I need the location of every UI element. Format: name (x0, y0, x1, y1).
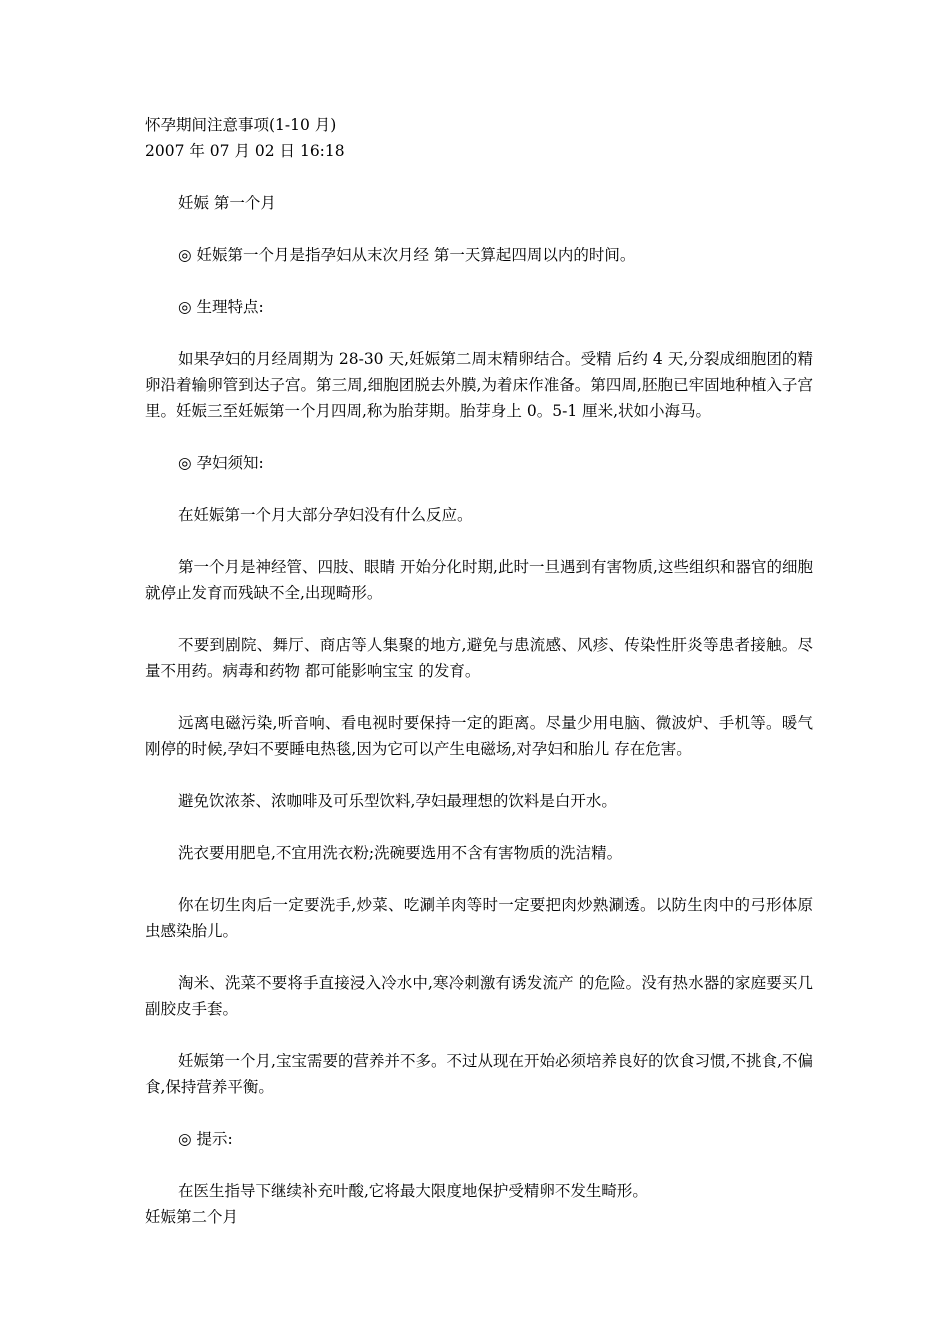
document-title: 怀孕期间注意事项(1-10 月) (145, 116, 337, 134)
notice-paragraph-3: 不要到剧院、舞厅、商店等人集聚的地方,避免与患流感、风疹、传染性肝炎等患者接触。尽量不用药。病毒和药物 都可能影响宝宝 的发育。 (145, 636, 813, 680)
physiology-heading: ◎ 生理特点: (178, 298, 264, 316)
next-month-heading: 妊娠第二个月 (145, 1208, 239, 1226)
tip-heading: ◎ 提示: (178, 1130, 233, 1148)
notice-paragraph-7: 你在切生肉后一定要洗手,炒菜、吃涮羊肉等时一定要把肉炒熟涮透。以防生肉中的弓形体原虫感染胎儿。 (145, 896, 813, 940)
notice-paragraph-4: 远离电磁污染,听音响、看电视时要保持一定的距离。尽量少用电脑、微波炉、手机等。暖气刚停的时候,孕妇不要睡电热毯,因为它可以产生电磁场,对孕妇和胎儿 存在危害。 (145, 714, 813, 758)
notice-paragraph-2: 第一个月是神经管、四肢、眼睛 开始分化时期,此时一旦遇到有害物质,这些组织和器官的细胞就停止发育而残缺不全,出现畸形。 (145, 558, 813, 602)
definition-bullet: ◎ 妊娠第一个月是指孕妇从末次月经 第一天算起四周以内的时间。 (178, 246, 636, 264)
tip-paragraph: 在医生指导下继续补充叶酸,它将最大限度地保护受精卵不发生畸形。 (178, 1182, 648, 1200)
month-heading: 妊娠 第一个月 (178, 194, 276, 212)
notice-heading: ◎ 孕妇须知: (178, 454, 264, 472)
notice-paragraph-9: 妊娠第一个月,宝宝需要的营养并不多。不过从现在开始必须培养良好的饮食习惯,不挑食,不偏食,保持营养平衡。 (145, 1052, 813, 1096)
notice-paragraph-5: 避免饮浓茶、浓咖啡及可乐型饮料,孕妇最理想的饮料是白开水。 (178, 792, 617, 810)
document-page (145, 112, 813, 1230)
notice-paragraph-8: 淘米、洗菜不要将手直接浸入冷水中,寒冷刺激有诱发流产 的危险。没有热水器的家庭要买几副胶皮手套。 (145, 974, 813, 1018)
notice-paragraph-6: 洗衣要用肥皂,不宜用洗衣粉;洗碗要选用不含有害物质的洗洁精。 (178, 844, 623, 862)
notice-paragraph-1: 在妊娠第一个月大部分孕妇没有什么反应。 (178, 506, 473, 524)
publish-date: 2007 年 07 月 02 日 16:18 (145, 142, 345, 160)
physiology-paragraph: 如果孕妇的月经周期为 28-30 天,妊娠第二周末精卵结合。受精 后约 4 天,分裂成细胞团的精卵沿着输卵管到达子宫。第三周,细胞团脱去外膜,为着床作准备。第四周,胚胞已牢固地种植入子宫里。妊娠三至妊娠第一个月四周,称为胎芽期。胎芽身上 0。5-1 厘米,状如小海马。 (145, 350, 813, 420)
